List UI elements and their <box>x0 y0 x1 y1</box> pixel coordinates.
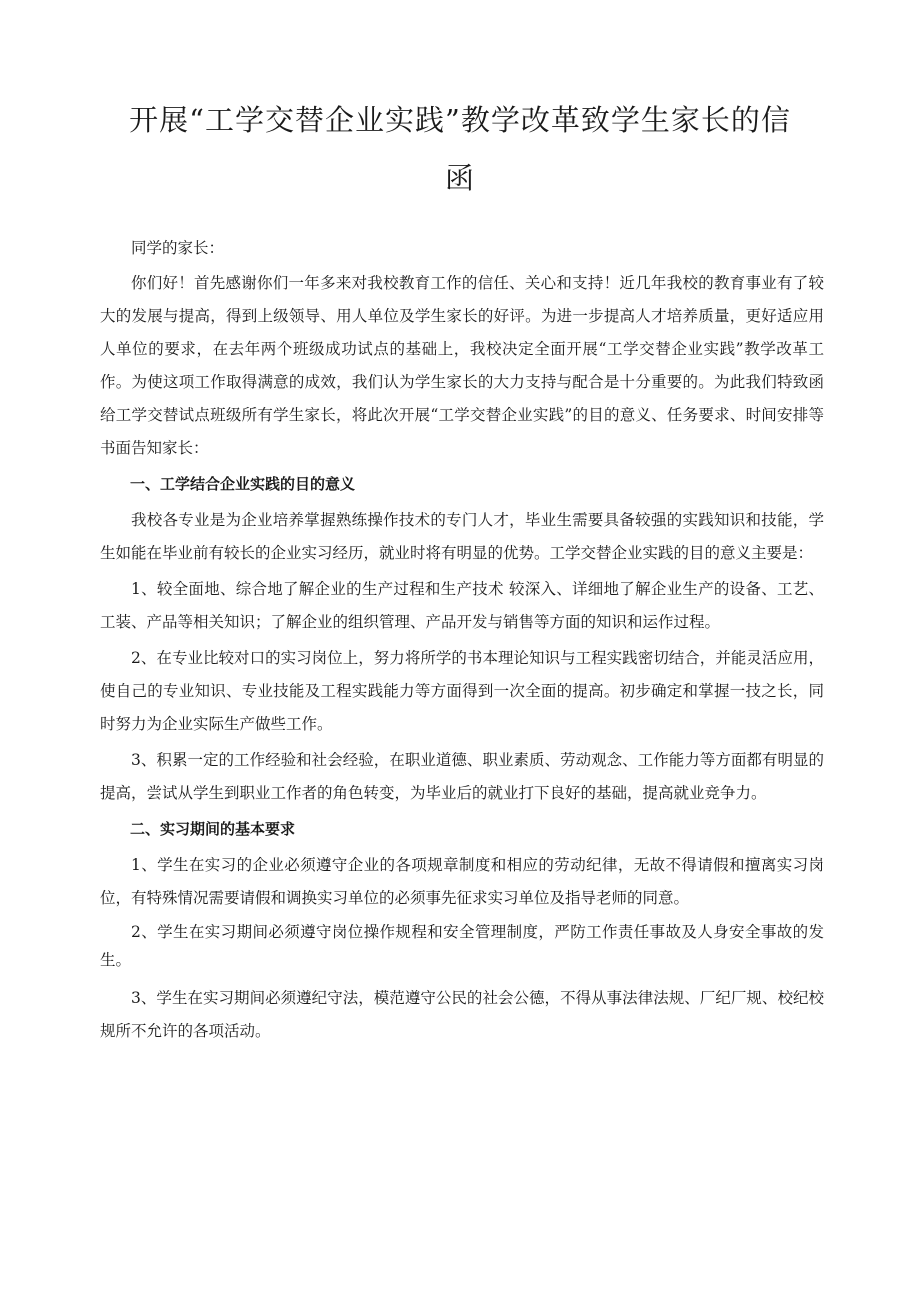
section2-item-2: 2、学生在实习期间必须遵守岗位操作规程和安全管理制度，严防工作责任事故及人身安全事故的发生。 <box>100 923 824 969</box>
section1-item-3: 3、积累一定的工作经验和社会经验，在职业道德、职业素质、劳动观念、工作能力等方面都有明显的提高，尝试从学生到职业工作者的角色转变，为毕业后的就业打下良好的基础，提高就业竞争力。 <box>100 751 824 802</box>
letter-body <box>100 232 824 1051</box>
section2-item-1: 1、学生在实习的企业必须遵守企业的各项规章制度和相应的劳动纪律，无故不得请假和擅离实习岗位，有特殊情况需要请假和调换实习单位的必须事先征求实习单位及指导老师的同意。 <box>100 856 824 907</box>
section2-heading: 二、实习期间的基本要求 <box>130 820 296 838</box>
document-title-line1: 开展“工学交替企业实践”教学改革致学生家长的信 <box>129 103 791 137</box>
greeting: 同学的家长： <box>131 239 225 257</box>
section1-item-2: 2、在专业比较对口的实习岗位上，努力将所学的书本理论知识与工程实践密切结合，并能灵活应用，使自己的专业知识、专业技能及工程实践能力等方面得到一次全面的提高。初步确定和掌握一技之长，同时努力为企业实际生产做些工作。 <box>100 649 824 733</box>
section2-item-3: 3、学生在实习期间必须遵纪守法，模范遵守公民的社会公德，不得从事法律法规、厂纪厂规、校纪校规所不允许的各项活动。 <box>100 989 824 1040</box>
intro-paragraph: 你们好！首先感谢你们一年多来对我校教育工作的信任、关心和支持！近几年我校的教育事业有了较大的发展与提高，得到上级领导、用人单位及学生家长的好评。为进一步提高人才培养质量，更好适应用人单位的要求，在去年两个班级成功试点的基础上，我校决定全面开展“工学交替企业实践”教学改革工作。为使这项工作取得满意的成效，我们认为学生家长的大力支持与配合是十分重要的。为此我们特致函给工学交替试点班级所有学生家长，将此次开展“工学交替企业实践”的目的意义、任务要求、时间安排等书面告知家长： <box>100 274 824 457</box>
document-title-line2: 函 <box>444 161 475 195</box>
section1-heading: 一、工学结合企业实践的目的意义 <box>130 475 356 493</box>
section1-intro: 我校各专业是为企业培养掌握熟练操作技术的专门人才，毕业生需要具备较强的实践知识和技能，学生如能在毕业前有较长的企业实习经历，就业时将有明显的优势。工学交替企业实践的目的意义主要是： <box>100 511 824 562</box>
section1-item-1: 1、较全面地、综合地了解企业的生产过程和生产技术 较深入、详细地了解企业生产的设备、工艺、工装、产品等相关知识；了解企业的组织管理、产品开发与销售等方面的知识和运作过程。 <box>100 580 824 631</box>
